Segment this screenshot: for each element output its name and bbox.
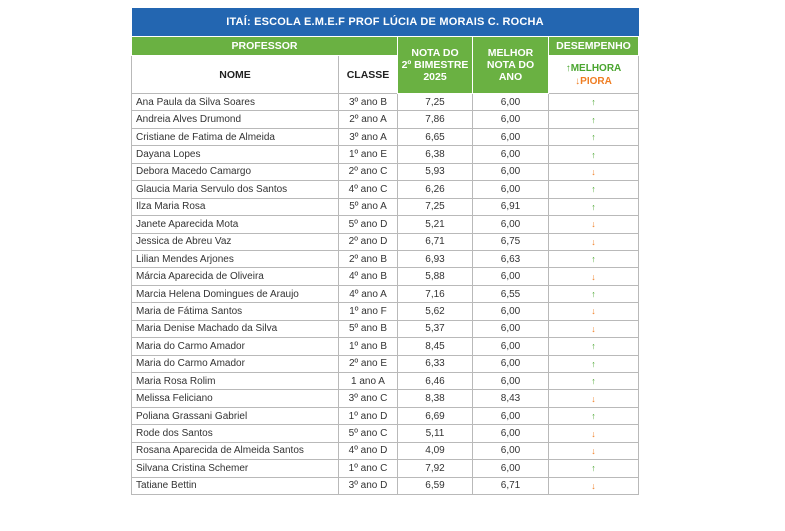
trend-icon: ↑ bbox=[549, 111, 639, 128]
trend-icon: ↓ bbox=[549, 216, 639, 233]
table-row bbox=[132, 268, 639, 285]
table-row bbox=[132, 198, 639, 215]
results-table-container bbox=[131, 8, 638, 495]
trend-icon: ↑ bbox=[549, 338, 639, 355]
melhor-header bbox=[473, 37, 549, 94]
class-cell: 4º ano C bbox=[339, 181, 398, 198]
trend-icon: ↑ bbox=[549, 285, 639, 302]
nota-cell: 5,62 bbox=[398, 303, 473, 320]
nota-cell: 8,45 bbox=[398, 338, 473, 355]
melhor-cell: 6,00 bbox=[473, 338, 549, 355]
nota-cell: 5,11 bbox=[398, 425, 473, 442]
teacher-name: Tatiane Bettin bbox=[132, 477, 339, 494]
table-row bbox=[132, 407, 639, 424]
nota-cell: 7,92 bbox=[398, 460, 473, 477]
nota-cell: 5,88 bbox=[398, 268, 473, 285]
teacher-name: Silvana Cristina Schemer bbox=[132, 460, 339, 477]
class-cell: 1º ano B bbox=[339, 338, 398, 355]
table-row bbox=[132, 94, 639, 111]
trend-icon: ↓ bbox=[549, 303, 639, 320]
table-title: ITAÍ: ESCOLA E.M.E.F PROF LÚCIA DE MORAIS C. ROCHA bbox=[132, 8, 639, 37]
trend-icon: ↓ bbox=[549, 442, 639, 459]
teacher-name: Janete Aparecida Mota bbox=[132, 216, 339, 233]
class-cell: 5º ano A bbox=[339, 198, 398, 215]
nota-cell: 6,59 bbox=[398, 477, 473, 494]
teacher-name: Maria Denise Machado da Silva bbox=[132, 320, 339, 337]
trend-icon: ↑ bbox=[549, 355, 639, 372]
nota-header bbox=[398, 37, 473, 94]
table-row bbox=[132, 250, 639, 267]
nota-cell: 7,25 bbox=[398, 94, 473, 111]
class-cell: 3º ano A bbox=[339, 128, 398, 145]
melhor-cell: 6,00 bbox=[473, 442, 549, 459]
teacher-name: Ilza Maria Rosa bbox=[132, 198, 339, 215]
melhor-cell: 6,00 bbox=[473, 320, 549, 337]
trend-icon: ↑ bbox=[549, 198, 639, 215]
trend-icon: ↑ bbox=[549, 373, 639, 390]
trend-icon: ↑ bbox=[549, 94, 639, 111]
melhor-cell: 6,00 bbox=[473, 111, 549, 128]
table-row bbox=[132, 303, 639, 320]
melhor-cell: 6,91 bbox=[473, 198, 549, 215]
teacher-name: Márcia Aparecida de Oliveira bbox=[132, 268, 339, 285]
nota-cell: 7,25 bbox=[398, 198, 473, 215]
melhor-header-line2: NOTA DO bbox=[486, 59, 535, 71]
teacher-name: Andreia Alves Drumond bbox=[132, 111, 339, 128]
melhor-cell: 6,00 bbox=[473, 94, 549, 111]
class-cell: 2º ano D bbox=[339, 233, 398, 250]
nota-cell: 6,46 bbox=[398, 373, 473, 390]
trend-icon: ↑ bbox=[549, 407, 639, 424]
trend-icon: ↓ bbox=[549, 268, 639, 285]
teacher-name: Maria do Carmo Amador bbox=[132, 355, 339, 372]
class-cell: 4º ano B bbox=[339, 268, 398, 285]
teacher-name: Maria Rosa Rolim bbox=[132, 373, 339, 390]
nota-cell: 6,26 bbox=[398, 181, 473, 198]
trend-icon: ↓ bbox=[549, 233, 639, 250]
trend-legend bbox=[549, 56, 639, 94]
class-cell: 3º ano D bbox=[339, 477, 398, 494]
table-row bbox=[132, 425, 639, 442]
class-cell: 2º ano B bbox=[339, 250, 398, 267]
nota-cell: 5,21 bbox=[398, 216, 473, 233]
trend-icon: ↑ bbox=[549, 250, 639, 267]
nota-cell: 6,93 bbox=[398, 250, 473, 267]
nota-cell: 6,38 bbox=[398, 146, 473, 163]
teacher-name: Rosana Aparecida de Almeida Santos bbox=[132, 442, 339, 459]
trend-icon: ↑ bbox=[549, 181, 639, 198]
class-cell: 1 ano A bbox=[339, 373, 398, 390]
teacher-name: Maria do Carmo Amador bbox=[132, 338, 339, 355]
melhor-cell: 6,00 bbox=[473, 460, 549, 477]
melhor-cell: 8,43 bbox=[473, 390, 549, 407]
teacher-name: Ana Paula da Silva Soares bbox=[132, 94, 339, 111]
nota-header-line2: 2º BIMESTRE bbox=[401, 59, 469, 71]
teacher-name: Maria de Fátima Santos bbox=[132, 303, 339, 320]
nota-header-line1: NOTA DO bbox=[411, 47, 459, 59]
melhor-cell: 6,00 bbox=[473, 407, 549, 424]
table-row bbox=[132, 233, 639, 250]
class-cell: 1º ano F bbox=[339, 303, 398, 320]
melhor-cell: 6,00 bbox=[473, 268, 549, 285]
class-cell: 2º ano E bbox=[339, 355, 398, 372]
teacher-name: Glaucia Maria Servulo dos Santos bbox=[132, 181, 339, 198]
table-row bbox=[132, 146, 639, 163]
nota-cell: 7,16 bbox=[398, 285, 473, 302]
table-row bbox=[132, 163, 639, 180]
class-cell: 4º ano D bbox=[339, 442, 398, 459]
trend-icon: ↑ bbox=[549, 128, 639, 145]
nota-cell: 7,86 bbox=[398, 111, 473, 128]
table-row bbox=[132, 111, 639, 128]
teacher-name: Melissa Feliciano bbox=[132, 390, 339, 407]
class-cell: 2º ano A bbox=[339, 111, 398, 128]
melhor-cell: 6,00 bbox=[473, 303, 549, 320]
table-row bbox=[132, 320, 639, 337]
nota-cell: 5,37 bbox=[398, 320, 473, 337]
melhor-cell: 6,00 bbox=[473, 128, 549, 145]
melhor-cell: 6,00 bbox=[473, 355, 549, 372]
class-cell: 3º ano B bbox=[339, 94, 398, 111]
nota-cell: 4,09 bbox=[398, 442, 473, 459]
melhor-cell: 6,00 bbox=[473, 216, 549, 233]
table-row bbox=[132, 477, 639, 494]
teacher-name: Poliana Grassani Gabriel bbox=[132, 407, 339, 424]
table-row bbox=[132, 181, 639, 198]
professor-header: PROFESSOR bbox=[132, 37, 398, 56]
melhor-cell: 6,63 bbox=[473, 250, 549, 267]
class-cell: 5º ano B bbox=[339, 320, 398, 337]
melhor-cell: 6,00 bbox=[473, 163, 549, 180]
teacher-name: Debora Macedo Camargo bbox=[132, 163, 339, 180]
trend-icon: ↑ bbox=[549, 460, 639, 477]
table-row bbox=[132, 373, 639, 390]
legend-up: ↑MELHORA bbox=[565, 62, 622, 74]
class-cell: 4º ano A bbox=[339, 285, 398, 302]
class-cell: 1º ano E bbox=[339, 146, 398, 163]
trend-icon: ↓ bbox=[549, 163, 639, 180]
nome-header: NOME bbox=[132, 56, 339, 94]
melhor-cell: 6,55 bbox=[473, 285, 549, 302]
class-cell: 5º ano D bbox=[339, 216, 398, 233]
class-cell: 1º ano C bbox=[339, 460, 398, 477]
class-cell: 5º ano C bbox=[339, 425, 398, 442]
teacher-name: Dayana Lopes bbox=[132, 146, 339, 163]
teacher-name: Lilian Mendes Arjones bbox=[132, 250, 339, 267]
melhor-cell: 6,71 bbox=[473, 477, 549, 494]
table-row bbox=[132, 355, 639, 372]
melhor-cell: 6,75 bbox=[473, 233, 549, 250]
desempenho-header: DESEMPENHO bbox=[549, 37, 639, 56]
table-row bbox=[132, 390, 639, 407]
nota-header-line3: 2025 bbox=[423, 71, 447, 83]
table-body bbox=[132, 94, 639, 495]
nota-cell: 6,33 bbox=[398, 355, 473, 372]
trend-icon: ↓ bbox=[549, 477, 639, 494]
melhor-header-line3: ANO bbox=[498, 71, 523, 83]
nota-cell: 5,93 bbox=[398, 163, 473, 180]
table-row bbox=[132, 460, 639, 477]
teacher-name: Marcia Helena Domingues de Araujo bbox=[132, 285, 339, 302]
nota-cell: 6,65 bbox=[398, 128, 473, 145]
class-cell: 3º ano C bbox=[339, 390, 398, 407]
results-table bbox=[131, 8, 639, 495]
trend-icon: ↓ bbox=[549, 390, 639, 407]
melhor-cell: 6,00 bbox=[473, 181, 549, 198]
trend-icon: ↓ bbox=[549, 425, 639, 442]
table-row bbox=[132, 285, 639, 302]
teacher-name: Jessica de Abreu Vaz bbox=[132, 233, 339, 250]
trend-icon: ↓ bbox=[549, 320, 639, 337]
table-row bbox=[132, 128, 639, 145]
legend-down: ↓PIORA bbox=[575, 75, 612, 87]
classe-header: CLASSE bbox=[339, 56, 398, 94]
melhor-cell: 6,00 bbox=[473, 425, 549, 442]
table-row bbox=[132, 216, 639, 233]
teacher-name: Cristiane de Fatima de Almeida bbox=[132, 128, 339, 145]
class-cell: 2º ano C bbox=[339, 163, 398, 180]
class-cell: 1º ano D bbox=[339, 407, 398, 424]
trend-icon: ↑ bbox=[549, 146, 639, 163]
table-row bbox=[132, 338, 639, 355]
table-row bbox=[132, 442, 639, 459]
melhor-header-line1: MELHOR bbox=[487, 47, 534, 59]
nota-cell: 6,69 bbox=[398, 407, 473, 424]
melhor-cell: 6,00 bbox=[473, 146, 549, 163]
nota-cell: 8,38 bbox=[398, 390, 473, 407]
melhor-cell: 6,00 bbox=[473, 373, 549, 390]
nota-cell: 6,71 bbox=[398, 233, 473, 250]
teacher-name: Rode dos Santos bbox=[132, 425, 339, 442]
